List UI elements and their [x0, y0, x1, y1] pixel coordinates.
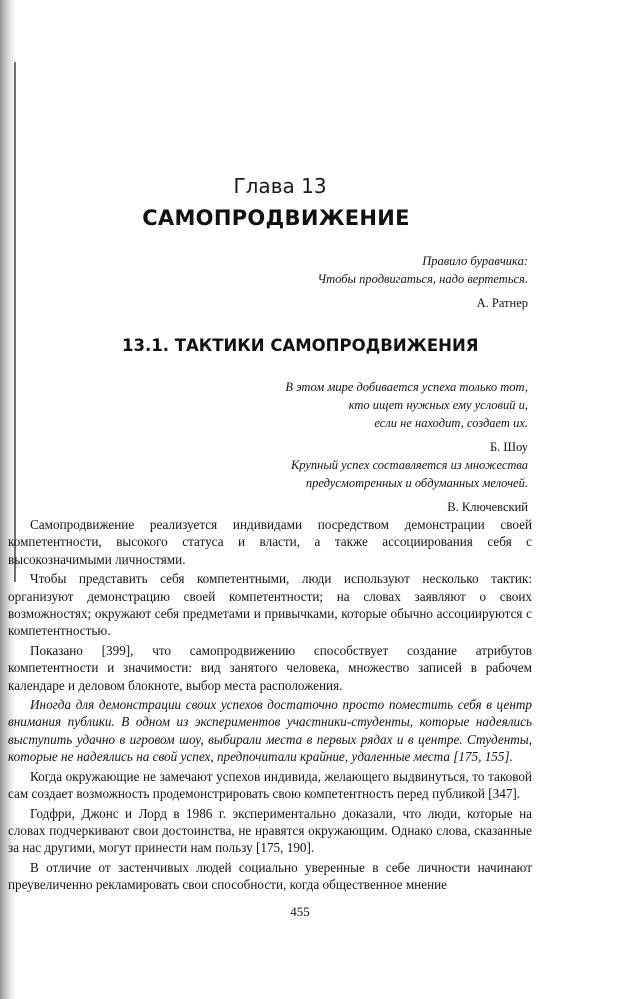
chapter-title: САМОПРОДВИЖЕНИЕ	[142, 206, 410, 230]
paragraph: Самопродвижение реализуется индивидами посредством демонстрации своей компетентности, высокого статуса и власти, а также ассоциирования себя с высокозначимыми личностями.	[8, 517, 532, 567]
epigraph-line: кто ищет нужных ему условий и,	[348, 398, 528, 412]
epigraph-author: Б. Шоу	[489, 440, 528, 454]
paragraph-italic: Иногда для демонстрации своих успехов достаточно просто поместить себя в центр внимания публики. В одном из экспериментов участники-студенты, которые надеялись выступить удачно в игровом шоу, выбирали места в первых рядах и в центре. Студенты, которые не надеялись на свой успех, предпочитали крайние, удаленные места [175, 155].	[8, 697, 532, 765]
epigraph-author: В. Ключевский	[447, 500, 528, 514]
epigraph-line: В этом мире добивается успеха только тот,	[285, 380, 528, 394]
paragraph: Чтобы представить себя компетентными, люди используют несколько тактик: организуют демонстрацию своей компетентности; на словах заявляют о своих возможностях; окружают себя предметами и привычками, которые обычно ассоциируются с компетентностью.	[8, 571, 532, 639]
paragraph: В отличие от застенчивых людей социально уверенные в себе личности начинают преувеличенно рекламировать свои способности, когда общественное мнение	[8, 859, 532, 893]
page-number: 455	[290, 904, 310, 919]
paragraph: Когда окружающие не замечают успехов индивида, желающего выдвинуться, то таковой сам создает возможность продемонстрировать свою компетентность перед публикой [347].	[8, 768, 532, 802]
epigraph-quote	[318, 252, 528, 288]
paragraph: Годфри, Джонс и Лорд в 1986 г. экспериментально доказали, что люди, которые на словах подчеркивают свои достоинства, не нравятся окружающим. Однако слова, сказанные за нас другими, могут принести нам пользу [175, 190].	[8, 805, 532, 856]
epigraph-line: Чтобы продвигаться, надо вертеться.	[317, 272, 528, 286]
epigraph-section-second	[291, 456, 528, 516]
epigraph-line: предусмотренных и обдуманных мелочей.	[305, 476, 528, 490]
epigraph-line: если не находит, создает их.	[374, 416, 528, 430]
section-title: 13.1. ТАКТИКИ САМОПРОДВИЖЕНИЯ	[122, 336, 479, 355]
epigraph-line: Крупный успех составляется из множества	[290, 458, 528, 472]
epigraph-section-first	[285, 378, 528, 456]
epigraph-quote	[285, 378, 528, 432]
body-text	[8, 516, 532, 896]
chapter-label: Глава 13	[233, 174, 327, 198]
paragraph: Показано [399], что самопродвижению способствует создание атрибутов компетентности и значимости: вид занятого человека, множество записей в рабочем календаре и деловом блокноте, выбор места расположения.	[8, 642, 532, 693]
epigraph-chapter	[318, 252, 528, 312]
epigraph-author: А. Ратнер	[476, 296, 528, 310]
epigraph-quote	[291, 456, 528, 492]
epigraph-line: Правило буравчика:	[422, 254, 528, 268]
